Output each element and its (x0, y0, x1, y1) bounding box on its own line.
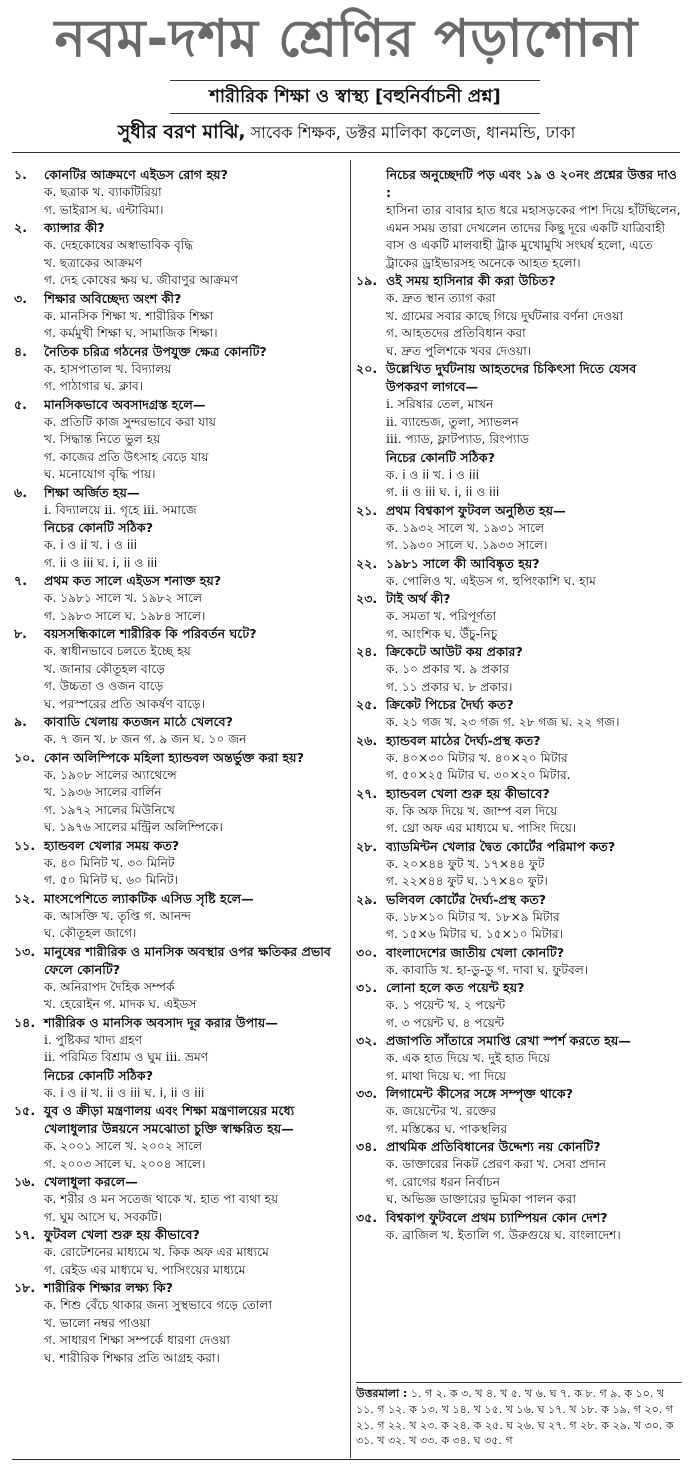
option-line: ক. আসক্তি খ. তৃপ্তি গ. আনন্দ (44, 908, 192, 923)
question-text: নৈতিক চরিত্র গঠনের উপযুক্ত ক্ষেত্র কোনটি? (44, 343, 267, 359)
question-text: ফুটবল খেলা শুরু হয় কীভাবে? (44, 1227, 200, 1242)
question-title (356, 979, 682, 997)
question-text: হ্যান্ডবল খেলার সময় কত? (44, 837, 180, 853)
question-number: ২৮. (356, 838, 378, 854)
option-line: গ. মাথা দিয়ে ঘ. পা দিয়ে (386, 1068, 507, 1083)
question-item (14, 219, 346, 290)
option-line: ক. ডাক্তারের নিকট প্রেরণ করা খ. সেবা প্রদান (386, 1157, 607, 1172)
question-text: লিগামেন্ট কীসের সঙ্গে সম্পৃক্ত থাকে? (386, 1086, 573, 1102)
option-line: খ. জানার কৌতূহল বাড়ে (44, 661, 165, 676)
question-item (356, 360, 682, 502)
option-line: গ. মস্তিষ্কের ঘ. পাকস্থলির (386, 1121, 508, 1136)
question-number: ১. (14, 167, 27, 182)
option-line: ক. রোটেশনের মাধ্যমে খ. কিক অফ এর মাধ্যমে (44, 1245, 269, 1259)
question-number: ২৭. (356, 785, 378, 801)
question-title (14, 396, 346, 414)
passage-text: হাসিনা তার বাবার হাত ধরে মহাসড়কের পাশ দিয়ে হাঁটছিলেন, এমন সময় তারা দেখলেন তাদের কিছু দূরে একটি যাত্রিবাহী বাস ও একটি মালবাহী ট্রাক মুখোমুখি সংঘর্ষ হলো, এতে ট্রাকের ড্রাইভারসহ অনেকে আহত হলো। (386, 203, 681, 270)
option-line: ক. দেহকোষের অস্বাভাবিক বৃদ্ধি (44, 238, 194, 252)
section-subtitle: শারীরিক শিক্ষা ও স্বাস্থ্য [বহুনির্বাচনী প্রশ্ন] (170, 80, 540, 114)
author-info: সাবেক শিক্ষক, ডক্টর মালিকা কলেজ, ধানমন্ডি, ঢাকা (250, 123, 576, 142)
option-line: ii. পরিমিত বিশ্রাম ও ঘুম iii. ভ্রমণ (44, 1050, 209, 1064)
option-line: i. সরিষার তেল, মাখন (386, 397, 494, 412)
question-text: ওই সময় হাসিনার কী করা উচিত? (386, 273, 556, 289)
question-item (356, 1138, 682, 1209)
question-number: ১১. (14, 837, 36, 853)
option-line: ক. এক হাত দিয়ে খ. দুই হাত দিয়ে (386, 1051, 551, 1066)
question-item (356, 891, 682, 944)
question-text: টাই অর্থ কী? (386, 591, 451, 607)
option-line: ক. ছত্রাক খ. ব্যাকটিরিয়া (44, 185, 162, 199)
question-item (14, 749, 346, 837)
option-line: গ. আংশিক ঘ. উঁচু-নিচু (386, 626, 498, 641)
option-line: ক. প্রতিটি কাজ সুন্দরভাবে করা যায় (44, 414, 216, 429)
question-number: ২৯. (356, 891, 378, 907)
option-line: গ. ii ও iii ঘ. i, ii ও iii (44, 555, 158, 570)
option-line: ক. অনিরাপদ দৈহিক সম্পর্ক (44, 979, 175, 994)
option-line: ক. ১৯৩২ সালে খ. ১৯৩১ সালে (386, 520, 545, 535)
option-line: ক. ১ পয়েন্ট খ. ২ পয়েন্ট (386, 998, 506, 1013)
option-line: ক. ৪০×৩০ মিটার খ. ৪০×২০ মিটার (386, 750, 568, 765)
option-line: গ. ১১ প্রকার ঘ. ৮ প্রকার। (386, 679, 513, 694)
question-item (14, 1102, 346, 1173)
question-text: মাংসপেশিতে ল্যাকটিক এসিড সৃষ্টি হলে— (44, 890, 254, 906)
question-title (14, 713, 346, 731)
option-line: ক. ব্রাজিল খ. ইতালি গ. উরুগুয়ে ঘ. বাংলাদেশ। (386, 1227, 621, 1242)
option-line: গ. দেহ কোষের ক্ষয় ঘ. জীবাণুর আক্রমণ (44, 273, 238, 287)
question-title (356, 1138, 682, 1156)
question-title (356, 360, 682, 396)
author-name: সুধীর বরণ মাঝি, (117, 121, 246, 143)
question-title (14, 1014, 346, 1032)
option-line: ক. ১৯০৮ সালের অ্যাথেন্সে (44, 767, 177, 782)
question-item (356, 1032, 682, 1085)
question-title (356, 1209, 682, 1227)
question-item (14, 890, 346, 943)
option-line: গ. ১৯৩০ সালে ঘ. ১৯৩৩ সালে। (386, 538, 548, 553)
question-title (14, 572, 346, 590)
option-line: গ. ঘুম আসে ঘ. সবকটি। (44, 1209, 163, 1224)
question-item (14, 572, 346, 625)
option-line: ক. হাসপাতাল খ. বিদ্যালয় (44, 361, 172, 376)
question-number: ২০. (356, 361, 378, 377)
question-text: হ্যান্ডবল খেলা শুরু হয় কীভাবে? (386, 785, 550, 801)
option-line: গ. ১৫×৬ মিটার ঘ. ১৫×১০ মিটার। (386, 927, 564, 942)
question-number: ১৪. (14, 1014, 36, 1030)
question-title (14, 343, 346, 361)
question-title (14, 219, 346, 237)
question-item (356, 1209, 682, 1245)
option-line: ক. জয়েন্টের খ. রক্তের (386, 1104, 497, 1119)
question-number: ২৪. (356, 644, 378, 660)
question-item (356, 979, 682, 1032)
option-line: খ. ছত্রাকের আক্রমণ (44, 255, 143, 270)
question-text: লোনা হলে কত পয়েন্ট হয়? (386, 980, 525, 996)
question-title (14, 1102, 346, 1138)
option-line: ঘ. পরস্পরের প্রতি আকর্ষণ বাড়ে। (44, 696, 205, 711)
question-text: কোনটির আক্রমণে এইডস রোগ হয়? (44, 167, 228, 182)
question-text: খেলাধুলা করলে— (44, 1174, 138, 1189)
question-title (14, 890, 346, 908)
question-title (356, 590, 682, 608)
question-title (14, 625, 346, 643)
option-line: iii. প্যাড, ফ্লাটপ্যাড, রিংপ্যাড (386, 432, 530, 447)
question-title (356, 555, 682, 573)
option-line: ক. ২১ গজ খ. ২৩ গজ গ. ২৮ গজ ঘ. ২২ গজ। (386, 715, 620, 730)
question-title (14, 1226, 346, 1244)
question-text: ক্রিকেটে আউট কয় প্রকার? (386, 644, 523, 660)
question-item (14, 484, 346, 573)
question-number: ৯. (14, 714, 27, 729)
option-line: ক. ২০০১ সালে খ. ২০০২ সালে (44, 1139, 203, 1153)
question-item (14, 943, 346, 1014)
question-number: ১০. (14, 749, 36, 765)
option-line: i. বিদ্যালয়ে ii. গৃহে iii. সমাজে (44, 502, 197, 517)
option-line: খ. ভালো নম্বর পাওয়া (44, 1315, 151, 1330)
question-title (14, 290, 346, 308)
question-title (356, 272, 682, 290)
question-title (14, 1173, 346, 1191)
question-text: ক্রিকেট পিচের দৈর্ঘ্য কত? (386, 697, 514, 713)
question-title (356, 732, 682, 750)
question-item (356, 590, 682, 643)
question-number: ২২. (356, 555, 378, 571)
question-number: ১৯. (356, 273, 378, 289)
question-title (356, 785, 682, 803)
option-line: ক. ৪০ মিনিট খ. ৩০ মিনিট (44, 855, 175, 870)
option-line: ক. মানসিক শিক্ষা খ. শারীরিক শিক্ষা (44, 308, 214, 323)
question-text: কোন অলিম্পিকে মহিলা হ্যান্ডবল অন্তর্ভুক্ত করা হয়? (44, 749, 304, 765)
option-line: গ. সাধারণ শিক্ষা সম্পর্কে ধারণা দেওয়া (44, 1333, 230, 1347)
question-text: যুব ও ক্রীড়া মন্ত্রণালয় এবং শিক্ষা মন্ত্রণালয়ের মধ্যে খেলাধুলার উন্নয়নে সমঝোতা চুক্তি স্বাক্ষরিত হয়— (44, 1103, 295, 1136)
question-item (356, 696, 682, 732)
question-title (356, 696, 682, 714)
option-line: গ. ১৯৮৩ সালে ঘ. ১৯৮৪ সালে। (44, 608, 206, 623)
option-line: গ. ৫০ মিনিট ঘ. ৬০ মিনিট। (44, 873, 178, 887)
question-text: হ্যান্ডবল মাঠের দৈর্ঘ্য-প্রস্থ কত? (386, 732, 541, 748)
question-text: বিশ্বকাপ ফুটবলে প্রথম চ্যাম্পিয়ন কোন দেশ? (386, 1209, 608, 1225)
option-line: গ. ২০০৩ সালে ঘ. ২০০৪ সালে। (44, 1156, 206, 1171)
question-number: ৩. (14, 290, 27, 306)
question-title (14, 484, 346, 502)
option-line: ক. স্বাধীনভাবে চলতে ইচ্ছে হয় (44, 644, 191, 658)
question-item (356, 732, 682, 785)
question-number: ২৩. (356, 591, 378, 607)
question-text: মানসিকভাবে অবসাদগ্রস্ত হলে— (44, 396, 206, 412)
question-text: ১৯৮১ সালে কী আবিষ্কৃত হয়? (386, 555, 540, 571)
question-text: শারীরিক শিক্ষার লক্ষ্য কি? (44, 1280, 173, 1295)
question-number: ১২. (14, 890, 36, 906)
option-line: ঘ. ১৯৭৬ সালের মন্ট্রিল অলিম্পিকে। (44, 820, 223, 834)
question-number: ৫. (14, 396, 27, 412)
question-text: উল্লেখিত দুর্ঘটনায় আহতদের চিকিৎসা দিতে যেসব উপকরণ লাগবে— (386, 361, 637, 395)
option-line: গ. রোগের ধরন নির্বাচন (386, 1174, 500, 1189)
question-number: ৩৫. (356, 1209, 378, 1225)
question-item (14, 1226, 346, 1279)
option-line: ক. ১৯৮১ সালে খ. ১৯৮২ সালে (44, 591, 203, 605)
option-line: ক. কি অফ দিয়ে খ. জাম্প বল দিয়ে (386, 803, 558, 818)
question-number: ২১. (356, 502, 378, 518)
option-line: ঘ. শারীরিক শিক্ষার প্রতি আগ্রহ করা। (44, 1350, 220, 1365)
option-line: গ. ৩ পয়েন্ট ঘ. ৪ পয়েন্ট (386, 1015, 505, 1030)
question-text: প্রথম বিশ্বকাপ ফুটবল অনুষ্ঠিত হয়— (386, 502, 566, 518)
question-item (14, 166, 346, 219)
question-number: ১৩. (14, 943, 36, 959)
question-item (356, 838, 682, 891)
option-line: খ. গ্রামের সবার কাছে গিয়ে দুর্ঘটনার বর্ণনা দেওয়া (386, 308, 624, 323)
question-number: ৭. (14, 573, 27, 588)
question-item (356, 1085, 682, 1138)
question-item (14, 1014, 346, 1103)
option-line: গ. ২২×৪৪ ফুট ঘ. ১৭×৪০ ফুট। (386, 874, 548, 889)
answer-key-label: উত্তরমালা : (356, 1387, 408, 1400)
right-column (356, 166, 682, 1244)
question-number: ২৫. (356, 697, 378, 713)
option-line: ক. শিশু বেঁচে থাকার জন্য সুস্থভাবে গড়ে তোলা (44, 1298, 273, 1312)
question-number: ১৫. (14, 1103, 36, 1118)
question-title (356, 502, 682, 520)
option-line: গ. আহতদের প্রতিবিধান করা (386, 326, 526, 341)
question-number: ৩০. (356, 944, 378, 960)
option-line: ঘ. মনোযোগ বৃদ্ধি পায়। (44, 467, 156, 481)
option-line: ঘ. দ্রুত পুলিশকে খবর দেওয়া। (386, 343, 532, 358)
option-line: গ. ii ও iii ঘ. i, ii ও iii (386, 485, 500, 500)
question-title (14, 837, 346, 855)
question-item (14, 290, 346, 343)
option-line: ক. ২০×৪৪ ফুট খ. ১৭×৪৪ ফুট (386, 856, 545, 871)
question-text: ভলিবল কোর্টের দৈর্ঘ্য-প্রস্থ কত? (386, 891, 547, 907)
footer-divider (12, 1459, 680, 1460)
question-text: প্রজাপতি সাঁতারে সমাপ্তি রেখা স্পর্শ করতে হয়— (386, 1033, 631, 1049)
question-number: ১৭. (14, 1227, 36, 1242)
question-number: ৪. (14, 343, 27, 359)
option-line: গ. উচ্চতা ও ওজন বাড়ে (44, 679, 164, 693)
question-item (356, 555, 682, 591)
question-item (356, 944, 682, 980)
option-line: ক. সমতা খ. পরিপূর্ণতা (386, 609, 497, 624)
header-divider (12, 152, 680, 153)
option-line: ক. শরীর ও মন সতেজ থাকে খ. হাত পা ব্যথা হয় (44, 1192, 279, 1206)
option-line: গ. ৫০×২৫ মিটার ঘ. ৩০×২০ মিটার. (386, 768, 571, 783)
option-line: ক. ৭ জন খ. ৮ জন গ. ৯ জন ঘ. ১০ জন (44, 732, 247, 746)
question-item (14, 713, 346, 749)
question-title (356, 891, 682, 909)
question-title (14, 166, 346, 184)
question-item (356, 272, 682, 360)
question-number: ৬. (14, 484, 27, 500)
option-line: ক. i ও ii খ. i ও iii (44, 538, 138, 552)
question-title (356, 838, 682, 856)
option-line: ক. ১৮×১০ মিটার খ. ১৮×৯ মিটার (386, 909, 560, 924)
option-line: গ. ভাইরাস ঘ. এন্টাবিমা। (44, 202, 164, 217)
option-line: i. পুষ্টিকর খাদ্য গ্রহণ (44, 1032, 143, 1047)
question-number: ২৬. (356, 732, 378, 748)
option-line: ক. কাবাডি খ. হা-ডু-ডু গ. দাবা ঘ. ফুটবল। (386, 962, 589, 977)
question-number: ১৮. (14, 1280, 36, 1295)
option-line: ঘ. কৌতূহল জাগে। (44, 926, 137, 940)
option-line: ক. ১০ প্রকার খ. ৯ প্রকার (386, 662, 510, 677)
question-title (356, 1085, 682, 1103)
question-number: ৮. (14, 626, 27, 641)
right-question-list (356, 272, 682, 1244)
question-title (14, 1279, 346, 1297)
question-title (14, 943, 346, 979)
question-text: কাবাডি খেলায় কতজন মাঠে খেলবে? (44, 714, 233, 729)
option-line: ক. দ্রুত স্থান ত্যাগ করা (386, 291, 496, 306)
column-divider (350, 160, 351, 1458)
option-line: খ. হেরোইন গ. মাদক ঘ. এইডস (44, 997, 197, 1011)
question-number: ৩২. (356, 1033, 378, 1049)
option-line: গ. রেইড এর মাধ্যমে ঘ. পাসিংয়ের মাধ্যমে (44, 1262, 246, 1277)
question-item (14, 837, 346, 890)
option-line: ক. পোলিও খ. এইডস গ. হুপিংকাশি ঘ. হাম (386, 573, 596, 588)
question-number: ২. (14, 220, 27, 235)
question-text: বয়সসন্ধিকালে শারীরিক কি পরিবর্তন ঘটে? (44, 626, 257, 641)
question-text: প্রাথমিক প্রতিবিধানের উদ্দেশ্য নয় কোনটি? (386, 1139, 601, 1155)
option-stem: নিচের কোনটি সঠিক? (44, 1067, 153, 1083)
option-line: গ. পাঠাগার ঘ. ক্লাব। (44, 379, 144, 393)
question-item (356, 785, 682, 838)
option-line: ঘ. অভিজ্ঞ ডাক্তারের ভূমিকা পালন করা (386, 1192, 577, 1207)
question-number: ৩৩. (356, 1086, 378, 1102)
option-line: গ. থ্রো অফ এর মাধ্যমে ঘ. পাসিং দিয়ে। (386, 821, 577, 836)
question-number: ৩১. (356, 980, 378, 996)
question-text: শারীরিক ও মানসিক অবসাদ দূর করার উপায়— (44, 1014, 278, 1030)
question-number: ১৬. (14, 1174, 36, 1189)
question-item (14, 396, 346, 484)
author-line (0, 118, 693, 147)
option-line: গ. ১৯৭২ সালের মিউনিখে (44, 802, 175, 817)
option-line: ক. i ও ii খ. i ও iii (386, 467, 480, 482)
option-line: ii. ব্যান্ডেজ, তুলা, স্যাভলন (386, 414, 519, 429)
question-item (14, 625, 346, 713)
option-line: খ. ১৯৩৬ সালের বার্লিন (44, 785, 162, 799)
question-number: ৩৪. (356, 1139, 378, 1155)
question-item (14, 343, 346, 396)
option-line: ক. i ও ii খ. ii ও iii ঘ. i, ii ও iii (44, 1085, 205, 1100)
option-line: গ. কর্মমুখী শিক্ষা ঘ. সামাজিক শিক্ষা। (44, 326, 218, 340)
question-text: ব্যাডমিন্টন খেলার দ্বৈত কোর্টের পরিমাপ কত? (386, 838, 616, 854)
answer-key (356, 1382, 682, 1449)
option-stem: নিচের কোনটি সঠিক? (386, 449, 495, 465)
question-text: শিক্ষা অর্জিত হয়— (44, 484, 140, 500)
question-title (356, 1032, 682, 1050)
passage-title: নিচের অনুচ্ছেদটি পড় এবং ১৯ ও ২০নং প্রশ্নের উত্তর দাও : (386, 167, 677, 200)
question-title (356, 944, 682, 962)
question-text: ক্যান্সার কী? (44, 220, 105, 235)
question-item (356, 643, 682, 696)
option-stem: নিচের কোনটি সঠিক? (44, 520, 153, 535)
question-title (14, 749, 346, 767)
option-line: খ. সিদ্ধান্ত নিতে ভুল হয় (44, 432, 161, 446)
left-column (14, 166, 346, 1367)
question-title (356, 643, 682, 661)
question-text: বাংলাদেশের জাতীয় খেলা কোনটি? (386, 944, 565, 960)
question-text: প্রথম কত সালে এইডস শনাক্ত হয়? (44, 573, 222, 588)
answer-key-text: ১. গ ২. ক ৩. খ ৪. খ ৫. খ ৬. ঘ ৭. ক ৮. গ ৯. ক ১০. খ ১১. গ ১২. ক ১৩. খ ১৪. খ ১৫. খ ১৬. ঘ ১৭. খ ১৮. ক ১৯. গ ২০. গ ২১. গ ২২. খ ২৩. ক ২৪. ক ২৫. ঘ ২৬. ঘ ২৭. গ ২৮. ক ২৯. খ ৩০. ক ৩১. খ ৩২. খ ৩৩. ক ৩৪. ঘ ৩৫. গ (356, 1387, 674, 1448)
question-text: মানুষের শারীরিক ও মানসিক অবস্থার ওপর ক্ষতিকর প্রভাব ফেলে কোনটি? (44, 943, 331, 977)
page-title: নবম-দশম শ্রেণির পড়াশোনা (54, 9, 639, 69)
question-item (356, 502, 682, 555)
question-item (14, 1173, 346, 1226)
question-text: শিক্ষার অবিচ্ছেদ্য অংশ কী? (44, 290, 182, 306)
question-item (14, 1279, 346, 1367)
option-line: গ. কাজের প্রতি উৎসাহ বেড়ে যায় (44, 449, 209, 464)
